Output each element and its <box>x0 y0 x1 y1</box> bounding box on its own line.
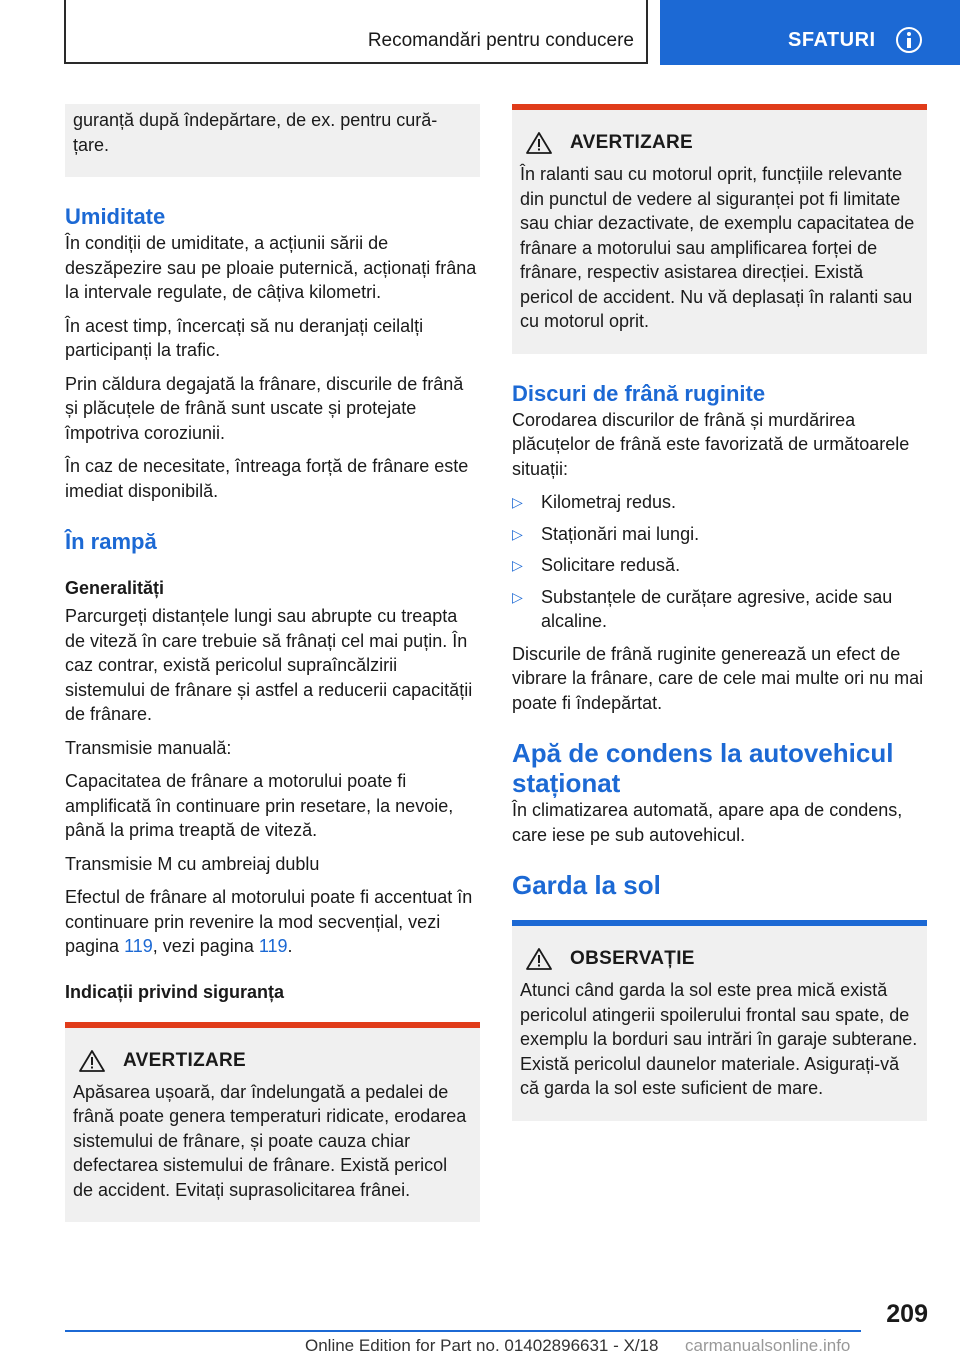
note-title-row <box>520 948 919 970</box>
humidity-paragraph-2: În acest timp, încercați să nu deranjați ceilalți participanți la trafic. <box>65 315 424 360</box>
warning-triangle-icon <box>526 132 552 154</box>
warning-title-row <box>520 132 919 154</box>
right-column <box>512 104 927 1121</box>
rust-heading: Discuri de frână ruginite <box>512 380 766 406</box>
note-box <box>512 920 927 1121</box>
rust-intro: Corodarea discurilor de frână și murdărirea plăcuțelor de frână este favorizată de următoarele situații: <box>512 409 910 479</box>
list-item: ▷ Staționări mai lungi. <box>512 522 927 547</box>
edition-text: Online Edition for Part no. 01402896631 - X/18 <box>305 1336 659 1355</box>
section-label: SFATURI <box>788 29 876 51</box>
note-title: OBSERVAȚIE <box>570 948 695 969</box>
info-circle-icon <box>896 27 922 53</box>
condens-heading: Apă de condens la autovehicul staționat <box>512 738 894 798</box>
list-item: ▷ Kilometraj redus. <box>512 490 927 515</box>
list-item: ▷ Substanțele de curățare agresive, acide sau alcaline. <box>512 586 893 631</box>
humidity-paragraph-4: În caz de necesitate, întreaga forță de frânare este imediat disponibilă. <box>65 456 469 501</box>
page-link[interactable]: 119 <box>124 936 153 956</box>
intro-text: guranță după îndepărtare, de ex. pentru cură‐ țare. <box>73 110 438 155</box>
warning-title: AVERTIZARE <box>570 132 693 153</box>
triangle-bullet-icon: ▷ <box>512 525 523 542</box>
ground-heading: Garda la sol <box>512 870 661 900</box>
m-dct-label: Transmisie M cu ambreiaj dublu <box>65 853 320 874</box>
general-heading: Generalități <box>65 578 165 598</box>
safety-heading: Indicații privind siguranța <box>65 981 285 1002</box>
rust-list <box>512 490 927 634</box>
humidity-paragraph-3: Prin căldura degajată la frânare, discurile de frână și plăcuțele de frână sunt uscate și protejate împotriva coroziunii. <box>65 373 464 443</box>
rust-outro: Discurile de frână ruginite generează un efect de vibrare la frânare, care de cele mai multe ori nu mai poate fi îndepărtat. <box>512 643 924 713</box>
triangle-bullet-icon: ▷ <box>512 588 523 605</box>
warning-text: În ralanti sau cu motorul oprit, funcțiile relevante din punctul de vedere al siguranței pot fi limitate sau chiar dezactivate, de exemplu capacitatea de frânare a motorului sau amplificarea forței de frânare, respectiv asistarea direcției. Există pericol de accident. Nu vă deplasați în ralanti sau cu motorul oprit. <box>520 164 915 331</box>
humidity-heading: Umiditate <box>65 204 166 229</box>
manual-paragraph: Capacitatea de frânare a motorului poate fi amplificată în continuare prin resetare, la nevoie, până la prima treaptă de viteză. <box>65 771 454 840</box>
triangle-bullet-icon: ▷ <box>512 494 523 510</box>
general-paragraph: Parcurgeți distanțele lungi sau abrupte cu treapta de viteză în care trebuie să frânați cel mai puțin. În caz contrar, există pericolul supraîncălzirii sistemului de frânare și astfel a reducerii capacității de frânare. <box>65 606 473 724</box>
note-text: Atunci când garda la sol este prea mică există pericolul atingerii spoilerului frontal sau spate, de exemplu la borduri sau intrări în garaje subterane. Există pericolul daunelor materiale. Asigurați-vă că garda la sol este suficient de mare. <box>520 980 918 1098</box>
manual-label: Transmisie manuală: <box>65 737 232 758</box>
humidity-paragraph-1: În condiții de umiditate, a acțiunii sării de deszăpezire sau pe ploaie puternică, acționați frâna la intervale regulate, de câțiva kilometri. <box>65 233 477 302</box>
footer-divider <box>65 1330 861 1332</box>
warning-title: AVERTIZARE <box>123 1049 246 1071</box>
left-column <box>65 104 480 1222</box>
triangle-bullet-icon: ▷ <box>512 557 523 573</box>
page-link[interactable]: 119 <box>258 936 288 956</box>
warning-title-row <box>73 1050 472 1072</box>
warning-triangle-icon <box>79 1050 105 1072</box>
m-dct-paragraph: Efectul de frânare al motorului poate fi accentuat în continuare prin revenire la mod secvențial, vezi pagina 119, vezi pagina 119. <box>65 887 473 956</box>
ramp-heading: În rampă <box>65 529 157 554</box>
watermark-text: carmanualsonline.info <box>685 1336 851 1355</box>
page-title: Recomandări pentru conducere <box>367 30 634 51</box>
continued-note-box <box>65 104 480 177</box>
warning-box <box>512 104 927 354</box>
condens-paragraph: În climatizarea automată, apare apa de condens, care iese pe sub autovehicul. <box>512 800 903 845</box>
header-left-panel <box>64 0 648 64</box>
list-item: ▷ Solicitare redusă. <box>512 553 927 578</box>
warning-box <box>65 1022 480 1223</box>
header-section-tab[interactable] <box>660 0 960 65</box>
page-number: 209 <box>886 1300 928 1328</box>
warning-text: Apăsarea ușoară, dar îndelungată a pedalei de frână poate genera temperaturi ridicate, erodarea sistemului de frânare, și poate cauza chiar defectarea sistemului de frânare. Există pericol de accident. Evitați suprasolicitarea frânei. <box>73 1081 467 1200</box>
warning-triangle-icon <box>526 948 552 970</box>
